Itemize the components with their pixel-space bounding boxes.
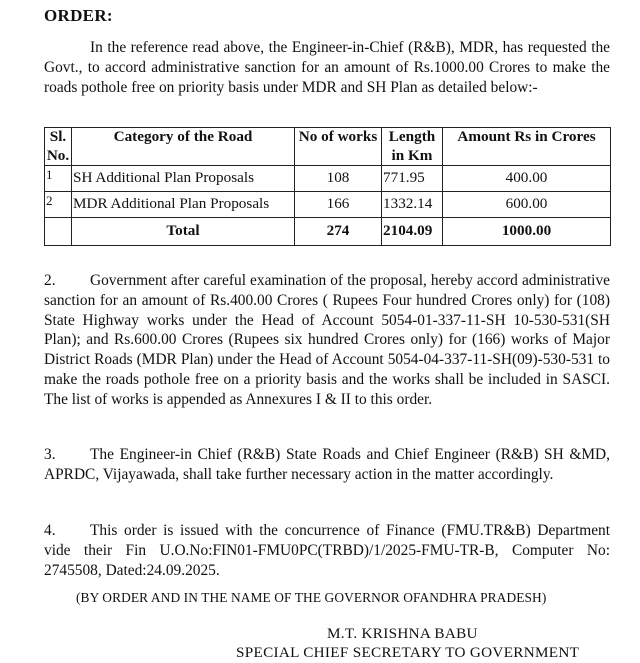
paragraph-1: In the reference read above, the Engineer-in-Chief (R&B), MDR, has requested the Govt., to accord administrative sanction for an amount of Rs.1000.00 Crores to make the roads pothole free on priority basis under MDR and SH Plan as detailed below:- (44, 39, 610, 96)
row-length: 771.95 (382, 166, 443, 192)
header-amount: Amount Rs in Crores (443, 128, 611, 166)
header-length: Length in Km (382, 128, 443, 166)
row-amount: 600.00 (443, 192, 611, 218)
paragraph-4 (44, 521, 610, 580)
order-heading: ORDER: (44, 6, 113, 25)
total-sl-empty (45, 218, 72, 246)
paragraph-4-text: This order is issued with the concurrence of Finance (FMU.TR&B) Department vide their Fin U.O.No:FIN01-FMU0PC(TRBD)/1/2025-FMU-TR-B, Computer No: 2745508, Dated:24.09.2025. (44, 522, 610, 579)
row-category: SH Additional Plan Proposals (72, 166, 295, 192)
row-no-of-works: 166 (295, 192, 382, 218)
row-sl-no: 2 (45, 192, 72, 218)
table-row (45, 192, 611, 218)
total-no-of-works: 274 (295, 218, 382, 246)
header-category: Category of the Road (72, 128, 295, 166)
total-amount: 1000.00 (443, 218, 611, 246)
row-amount: 400.00 (443, 166, 611, 192)
total-length: 2104.09 (382, 218, 443, 246)
paragraph-2 (44, 271, 610, 410)
paragraph-4-number: 4. (44, 522, 56, 539)
total-label: Total (72, 218, 295, 246)
table-total-row (45, 218, 611, 246)
paragraph-3-text: The Engineer-in Chief (R&B) State Roads and Chief Engineer (R&B) SH &MD, APRDC, Vijayawada, shall take further necessary action in the matter accordingly. (44, 446, 610, 483)
row-category: MDR Additional Plan Proposals (72, 192, 295, 218)
table-header-row (45, 128, 611, 166)
signatory-title: SPECIAL CHIEF SECRETARY TO GOVERNMENT (236, 644, 580, 661)
header-sl-no: Sl. No. (45, 128, 72, 166)
order-by-line: (BY ORDER AND IN THE NAME OF THE GOVERNOR OFANDHRA PRADESH) (76, 590, 547, 605)
row-length: 1332.14 (382, 192, 443, 218)
paragraph-2-text: Government after careful examination of the proposal, hereby accord administrative sanction for an amount of Rs.400.00 Crores ( Rupees Four hundred Crores only) for (108) State Highway works under the Head of Account 5054-01-337-11-SH 10-530-531(SH Plan); and Rs.600.00 Crores (Rupees six hundred Crores only) for (166) works of Major District Roads (MDR Plan) under the Head of Account 5054-04-337-11-SH(09)-530-531 to make the roads pothole free on a priority basis and the works shall be included in SASCI. The list of works is appended as Annexures I & II to this order. (44, 272, 610, 408)
paragraph-2-number: 2. (44, 272, 56, 289)
header-no-of-works: No of works (295, 128, 382, 166)
row-sl-no: 1 (45, 166, 72, 192)
works-table (44, 127, 611, 246)
signatory-name: M.T. KRISHNA BABU (327, 625, 478, 642)
row-no-of-works: 108 (295, 166, 382, 192)
paragraph-3-number: 3. (44, 446, 56, 463)
table-row (45, 166, 611, 192)
paragraph-3 (44, 445, 610, 485)
